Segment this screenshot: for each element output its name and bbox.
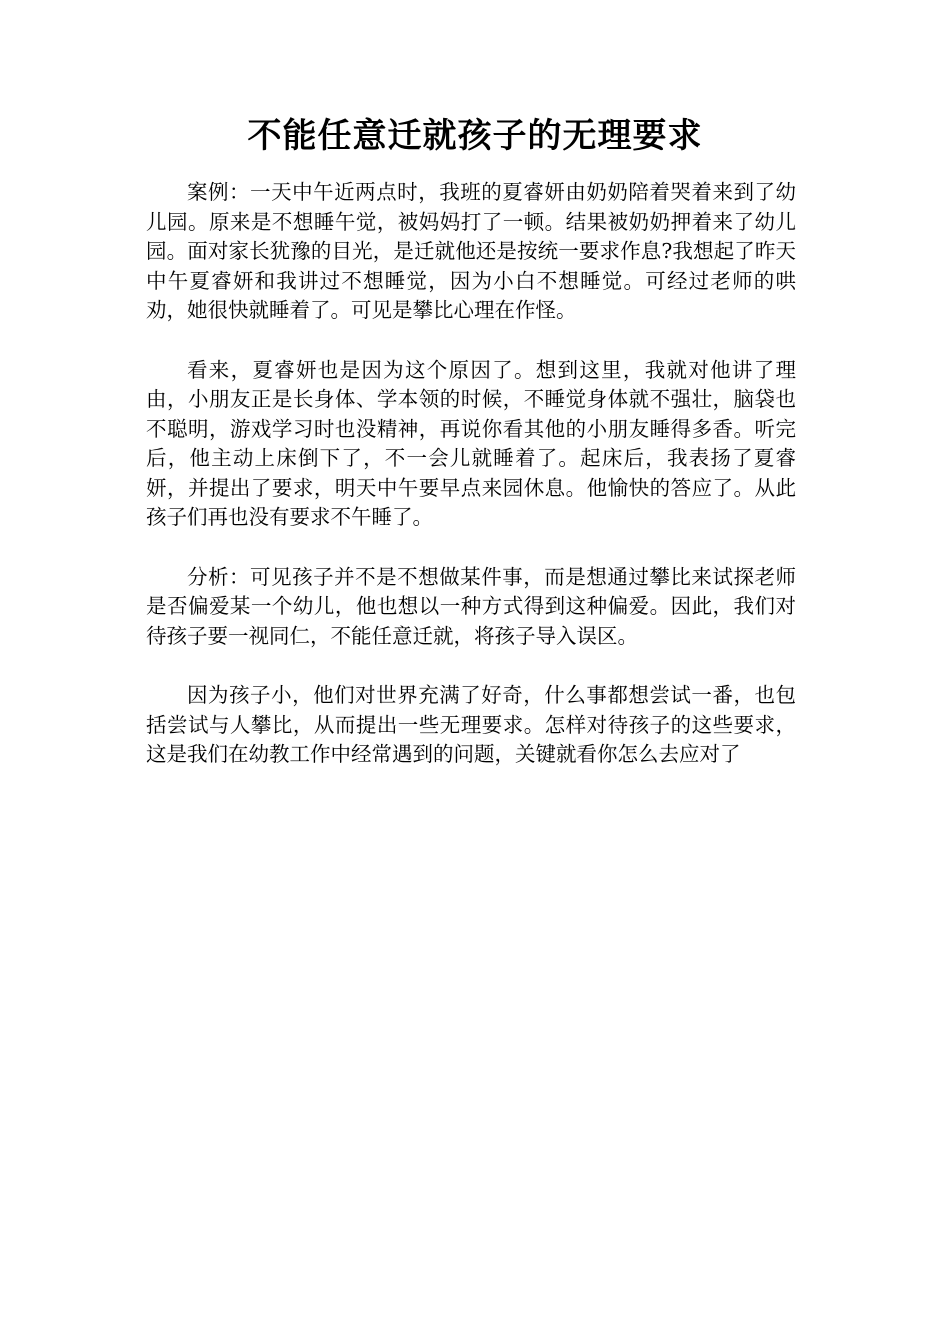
- document-title: 不能任意迁就孩子的无理要求: [247, 116, 703, 156]
- document-body: [146, 178, 796, 800]
- paragraph-conclusion: 因为孩子小，他们对世界充满了好奇，什么事都想尝试一番，也包括尝试与人攀比，从而提出一些无理要求。怎样对待孩子的这些要求，这是我们在幼教工作中经常遇到的问题，关键就看你怎么去应对了: [146, 683, 796, 766]
- paragraph-analysis: 分析：可见孩子并不是不想做某件事，而是想通过攀比来试探老师是否偏爱某一个幼儿，他也想以一种方式得到这种偏爱。因此，我们对待孩子要一视同仁，不能任意迁就，将孩子导入误区。: [146, 564, 796, 648]
- paragraph-explanation: 看来，夏睿妍也是因为这个原因了。想到这里，我就对他讲了理由，小朋友正是长身体、学本领的时候，不睡觉身体就不强壮，脑袋也不聪明，游戏学习时也没精神，再说你看其他的小朋友睡得多香。听完后，他主动上床倒下了，不一会儿就睡着了。起床后，我表扬了夏睿妍，并提出了要求，明天中午要早点来园休息。他愉快的答应了。从此孩子们再也没有要求不午睡了。: [146, 357, 796, 529]
- paragraph-case: 案例：一天中午近两点时，我班的夏睿妍由奶奶陪着哭着来到了幼儿园。原来是不想睡午觉，被妈妈打了一顿。结果被奶奶押着来了幼儿园。面对家长犹豫的目光，是迁就他还是按统一要求作息?我想起了昨天中午夏睿妍和我讲过不想睡觉，因为小白不想睡觉。可经过老师的哄劝，她很快就睡着了。可见是攀比心理在作怪。: [146, 180, 796, 322]
